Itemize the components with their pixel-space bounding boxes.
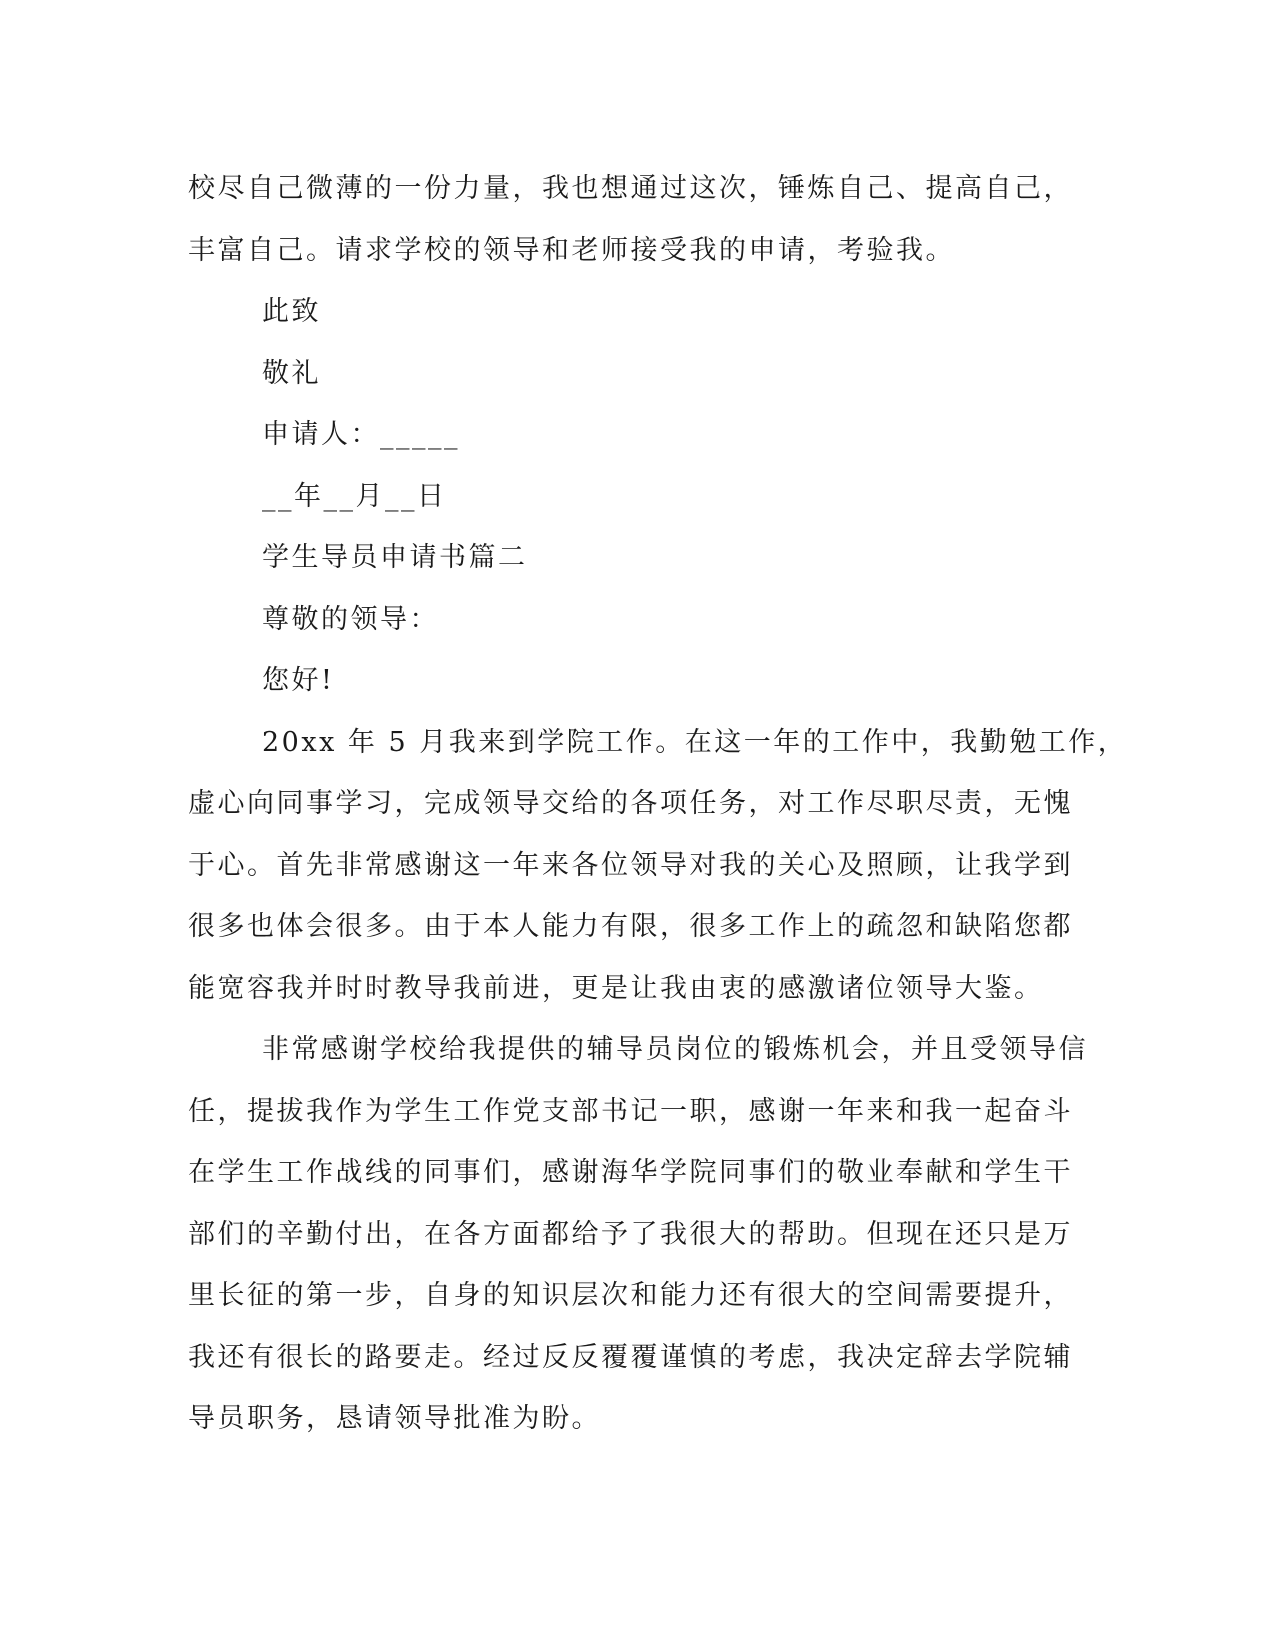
text-line-16: 任，提拔我作为学生工作党支部书记一职，感谢一年来和我一起奋斗: [188, 1095, 1073, 1127]
greeting-addressee: 尊敬的领导：: [262, 603, 439, 635]
text-line-12: 于心。首先非常感谢这一年来各位领导对我的关心及照顾，让我学到: [188, 849, 1073, 881]
closing-salutation-1: 此致: [262, 296, 321, 327]
applicant-signature-line: 申请人：_____: [262, 419, 460, 450]
text-line-17: 在学生工作战线的同事们，感谢海华学院同事们的敬业奉献和学生干: [188, 1157, 1073, 1188]
text-line-1: 校尽自己微薄的一份力量，我也想通过这次，锤炼自己、提高自己，: [188, 173, 1073, 204]
text-line-20: 我还有很长的路要走。经过反反覆覆谨慎的考虑，我决定辞去学院辅: [188, 1341, 1073, 1373]
greeting-hello: 您好!: [262, 665, 335, 696]
text-line-11: 虚心向同事学习，完成领导交给的各项任务，对工作尽职尽责，无愧: [188, 788, 1073, 819]
closing-salutation-2: 敬礼: [262, 357, 321, 389]
text-line-10: 20xx 年 5 月我来到学院工作。在这一年的工作中，我勤勉工作，: [262, 726, 1128, 758]
section-title: 学生导员申请书篇二: [262, 542, 528, 573]
text-line-2: 丰富自己。请求学校的领导和老师接受我的申请，考验我。: [188, 234, 955, 266]
text-line-13: 很多也体会很多。由于本人能力有限，很多工作上的疏忽和缺陷您都: [188, 911, 1073, 942]
text-line-21: 导员职务，恳请领导批准为盼。: [188, 1403, 601, 1434]
document-body: [188, 158, 1128, 1450]
text-line-15: 非常感谢学校给我提供的辅导员岗位的锻炼机会，并且受领导信: [262, 1034, 1088, 1065]
text-line-18: 部们的辛勤付出，在各方面都给予了我很大的帮助。但现在还只是万: [188, 1218, 1073, 1250]
text-line-14: 能宽容我并时时教导我前进，更是让我由衷的感激诸位领导大鉴。: [188, 972, 1044, 1004]
date-line: __年__月__日: [262, 480, 447, 512]
text-line-19: 里长征的第一步，自身的知识层次和能力还有很大的空间需要提升，: [188, 1280, 1073, 1311]
